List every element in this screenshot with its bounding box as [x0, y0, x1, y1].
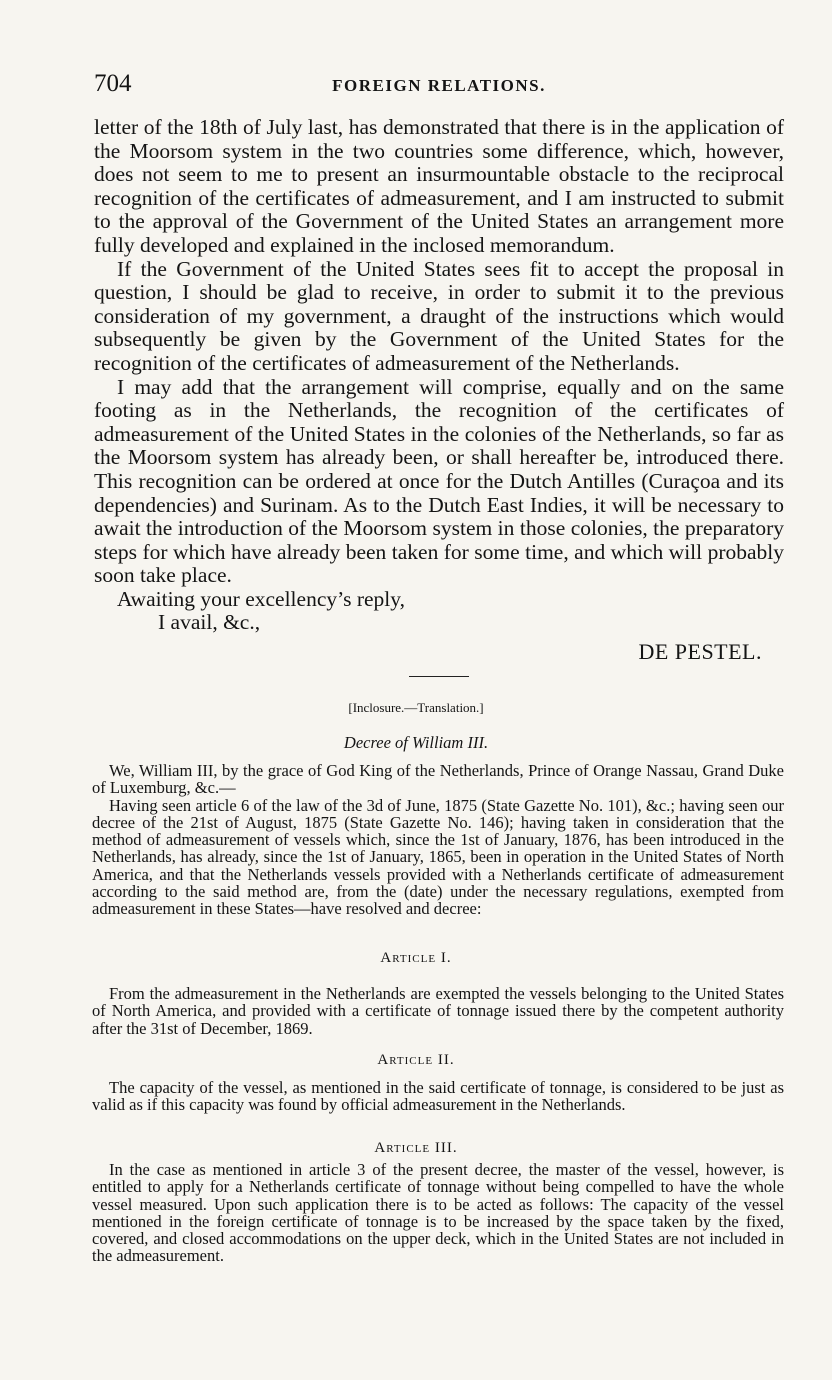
letter-closing: I avail, &c., [158, 610, 261, 635]
letter-paragraph: I may add that the arrangement will comprise, equally and on the same footing as in the Netherlands, the recognition of the certificates of admeasurement of the United States in the colonies of the Netherlands, so far as the Moorsom system has already been, or shall hereafter be, introduced there. This recognition can be ordered at once for the Dutch Antilles (Curaçoa and its dependencies) and Surinam. As to the Dutch East Indies, it will be necessary to await the introduction of the Moorsom system in those colonies, the preparatory steps for which have already been taken for some time, and which will probably soon take place. [94, 374, 784, 588]
decree-paragraph: From the admeasurement in the Netherlands are exempted the vessels belonging to the United States of North America, and provided with a certificate of tonnage issued there by the competent authority after the 31st of December, 1869. [92, 984, 784, 1038]
letter-body [94, 116, 784, 635]
section-divider [409, 676, 469, 677]
article-body [92, 1161, 784, 1265]
letter-paragraph: letter of the 18th of July last, has demonstrated that there is in the application of the Moorsom system in the two countries some difference, which, however, does not seem to me to present an insurmountable obstacle to the reciprocal recognition of the certificates of admeasurement, and I am instructed to submit to the approval of the Government of the United States an arrangement more fully developed and explained in the inclosed memorandum. [94, 115, 784, 257]
decree-paragraph: In the case as mentioned in article 3 of the present decree, the master of the vessel, however, is entitled to apply for a Netherlands certificate of tonnage without being compelled to have the whole vessel measured. Upon such application there is to be acted as follows: The capacity of the vessel mentioned in the foreign certificate of tonnage is to be increased by the space taken by the fixed, covered, and closed accommodations on the upper deck, which in the United States are not included in the admeasurement. [92, 1160, 784, 1266]
decree-paragraph: We, William III, by the grace of God King of the Netherlands, Prince of Orange Nassau, Grand Duke of Luxemburg, &c.— [92, 761, 784, 798]
article-heading: Article I. [380, 950, 452, 966]
running-title: FOREIGN RELATIONS. [332, 76, 546, 95]
letter-paragraph: If the Government of the United States sees fit to accept the proposal in question, I should be glad to receive, in order to submit it to the previous consideration of my government, a draught of the instructions which would subsequently be given by the Government of the United States for the recognition of the certificates of admeasurement of the Netherlands. [94, 256, 784, 375]
letter-closing: Awaiting your excellency’s reply, [117, 586, 405, 611]
article-heading: Article II. [377, 1052, 455, 1068]
decree-preamble [92, 762, 784, 918]
page-header [94, 70, 784, 110]
signature: DE PESTEL. [638, 639, 762, 664]
decree-title: Decree of William III. [343, 733, 489, 752]
inclosure-label: [Inclosure.—Translation.] [348, 700, 484, 715]
article-heading: Article III. [374, 1140, 458, 1156]
page-number: 704 [94, 70, 132, 97]
decree-paragraph: Having seen article 6 of the law of the 3d of June, 1875 (State Gazette No. 101), &c.; having seen our decree of the 21st of August, 1875 (State Gazette No. 146); having taken in consideration that the method of admeasurement of vessels which, since the 1st of January, 1876, has been introduced in the Netherlands, has already, since the 1st of January, 1865, been in operation in the United States of North America, and that the Netherlands vessels provided with a Netherlands certificate of admeasurement according to the said method are, from the (date) under the necessary regulations, exempted from admeasurement in these States—have resolved and decree: [92, 795, 784, 919]
article-body [92, 1079, 784, 1114]
decree-paragraph: The capacity of the vessel, as mentioned in the said certificate of tonnage, is considered to be just as valid as if this capacity was found by official admeasurement in the Netherlands. [92, 1078, 784, 1115]
article-body [92, 985, 784, 1037]
